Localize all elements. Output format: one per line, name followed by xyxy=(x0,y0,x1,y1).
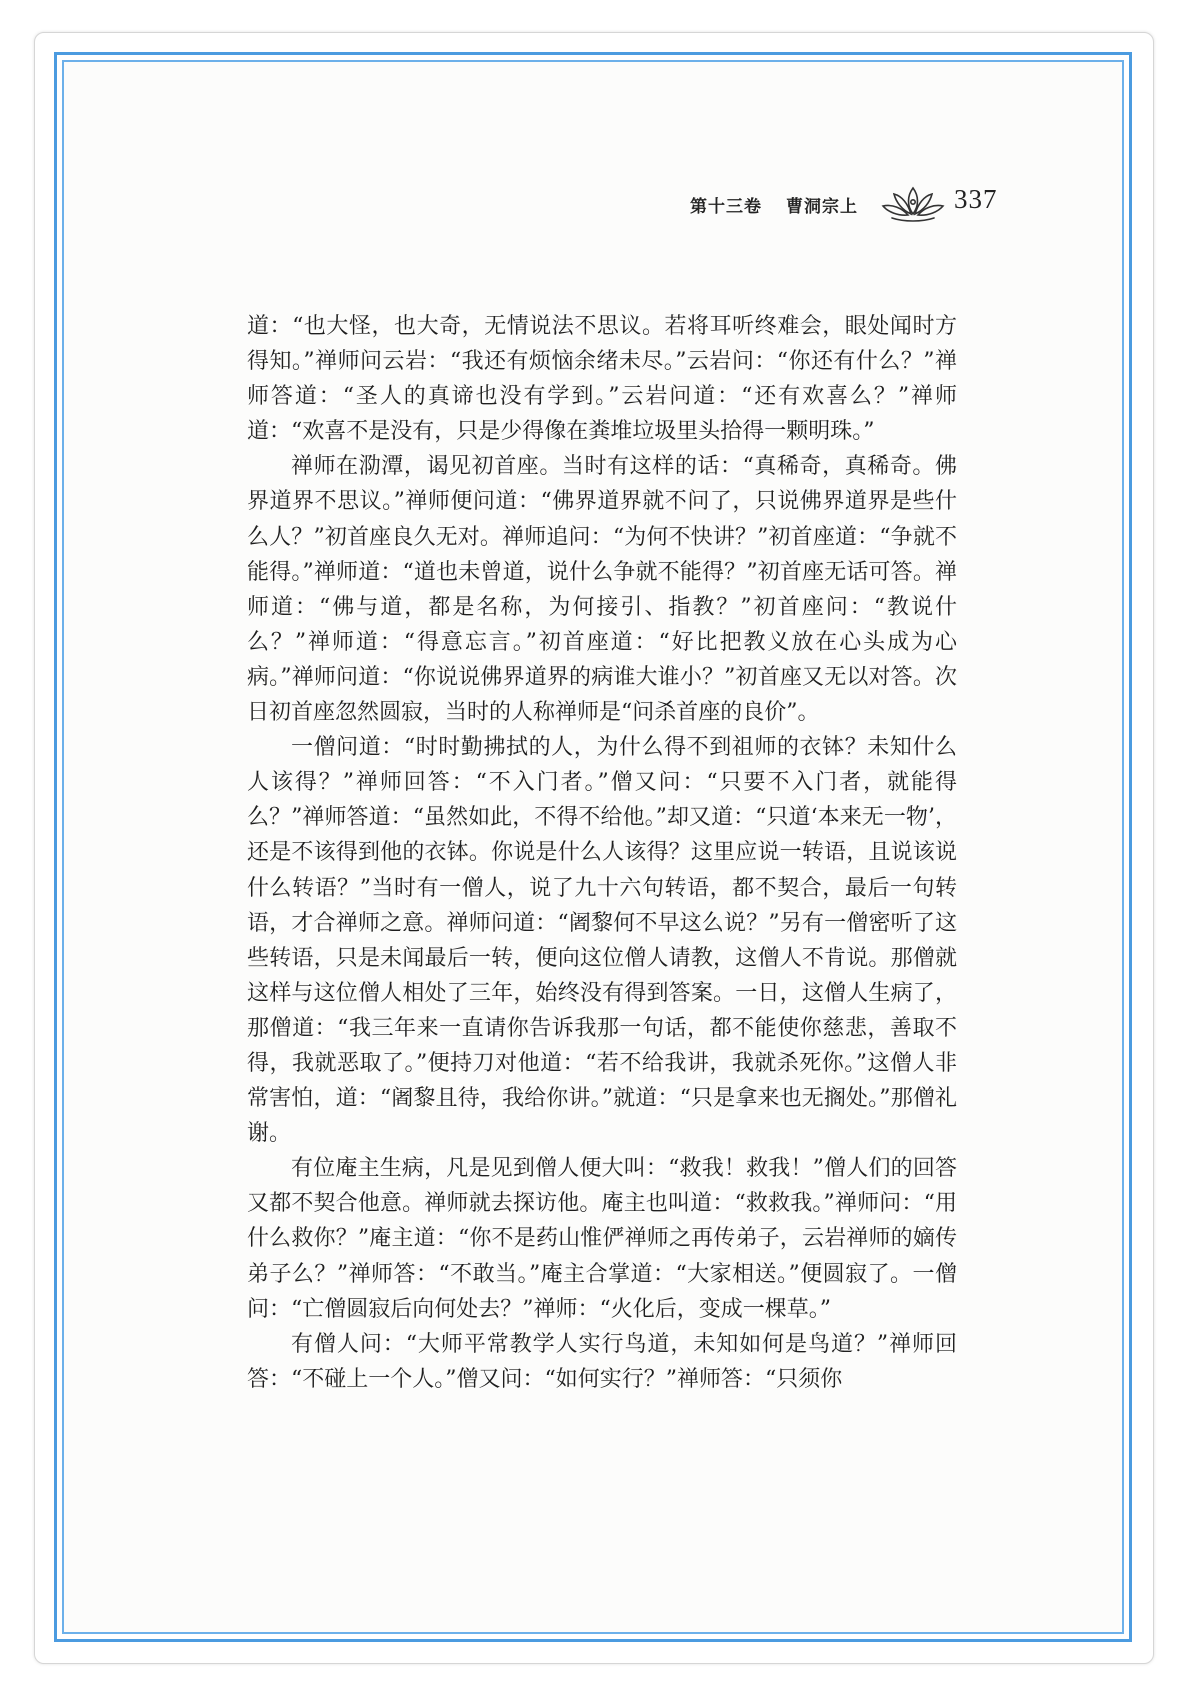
paragraph: 一僧问道：“时时勤拂拭的人，为什么得不到祖师的衣钵？未知什么人该得？”禅师回答：“不入门者。”僧又问：“只要不入门者，就能得么？”禅师答道：“虽然如此，不得不给他。”却又道：“只道‘本来无一物’，还是不该得到他的衣钵。你说是什么人该得？这里应说一转语，且说该说什么转语？”当时有一僧人，说了九十六句转语，都不契合，最后一句转语，才合禅师之意。禅师问道：“阇黎何不早这么说？”另有一僧密听了这些转语，只是未闻最后一转，便向这位僧人请教，这僧人不肯说。那僧就这样与这位僧人相处了三年，始终没有得到答案。一日，这僧人生病了，那僧道：“我三年来一直请你告诉我那一句话，都不能使你慈悲，善取不得，我就恶取了。”便持刀对他道：“若不给我讲，我就杀死你。”这僧人非常害怕，道：“阇黎且待，我给你讲。”就道：“只是拿来也无搁处。”那僧礼谢。 xyxy=(247,735,957,1147)
paragraph: 有僧人问：“大师平常教学人实行鸟道，未知如何是鸟道？”禅师回答：“不碰上一个人。”僧又问：“如何实行？”禅师答：“只须你 xyxy=(247,1331,957,1392)
volume-label: 第十三卷 xyxy=(690,197,762,217)
paragraph: 禅师在泐潭，谒见初首座。当时有这样的话：“真稀奇，真稀奇。佛界道界不思议。”禅师便问道：“佛界道界就不问了，只说佛界道界是些什么人？”初首座良久无对。禅师追问：“为何不快讲？”初首座道：“争就不能得。”禅师道：“道也未曾道，说什么争就不能得？”初首座无话可答。禅师道：“佛与道，都是名称，为何接引、指教？”初首座问：“教说什么？”禅师道：“得意忘言。”初首座道：“好比把教义放在心头成为心病。”禅师问道：“你说说佛界道界的病谁大谁小？”初首座又无以对答。次日初首座忽然圆寂，当时的人称禅师是“问杀首座的良价”。 xyxy=(247,454,957,726)
paragraph: 有位庵主生病，凡是见到僧人便大叫：“救我！救我！”僧人们的回答又都不契合他意。禅师就去探访他。庵主也叫道：“救救我。”禅师问：“用什么救你？”庵主道：“你不是药山惟俨禅师之再传弟子，云岩禅师的嫡传弟子么？”禅师答：“不敢当。”庵主合掌道：“大家相送。”便圆寂了。一僧问：“亡僧圆寂后向何处去？”禅师：“火化后，变成一棵草。” xyxy=(247,1156,957,1322)
page-number: 337 xyxy=(954,184,998,214)
paragraph: 道：“也大怪，也大奇，无情说法不思议。若将耳听终难会，眼处闻时方得知。”禅师问云岩：“我还有烦恼余绪未尽。”云岩问：“你还有什么？”禅师答道：“圣人的真谛也没有学到。”云岩问道：“还有欢喜么？”禅师道：“欢喜不是没有，只是少得像在粪堆垃圾里头拾得一颗明珠。” xyxy=(247,314,957,445)
section-label: 曹洞宗上 xyxy=(786,197,858,217)
body-text xyxy=(247,309,957,1397)
running-header xyxy=(690,180,1010,228)
lotus-ornament-icon xyxy=(880,180,946,224)
